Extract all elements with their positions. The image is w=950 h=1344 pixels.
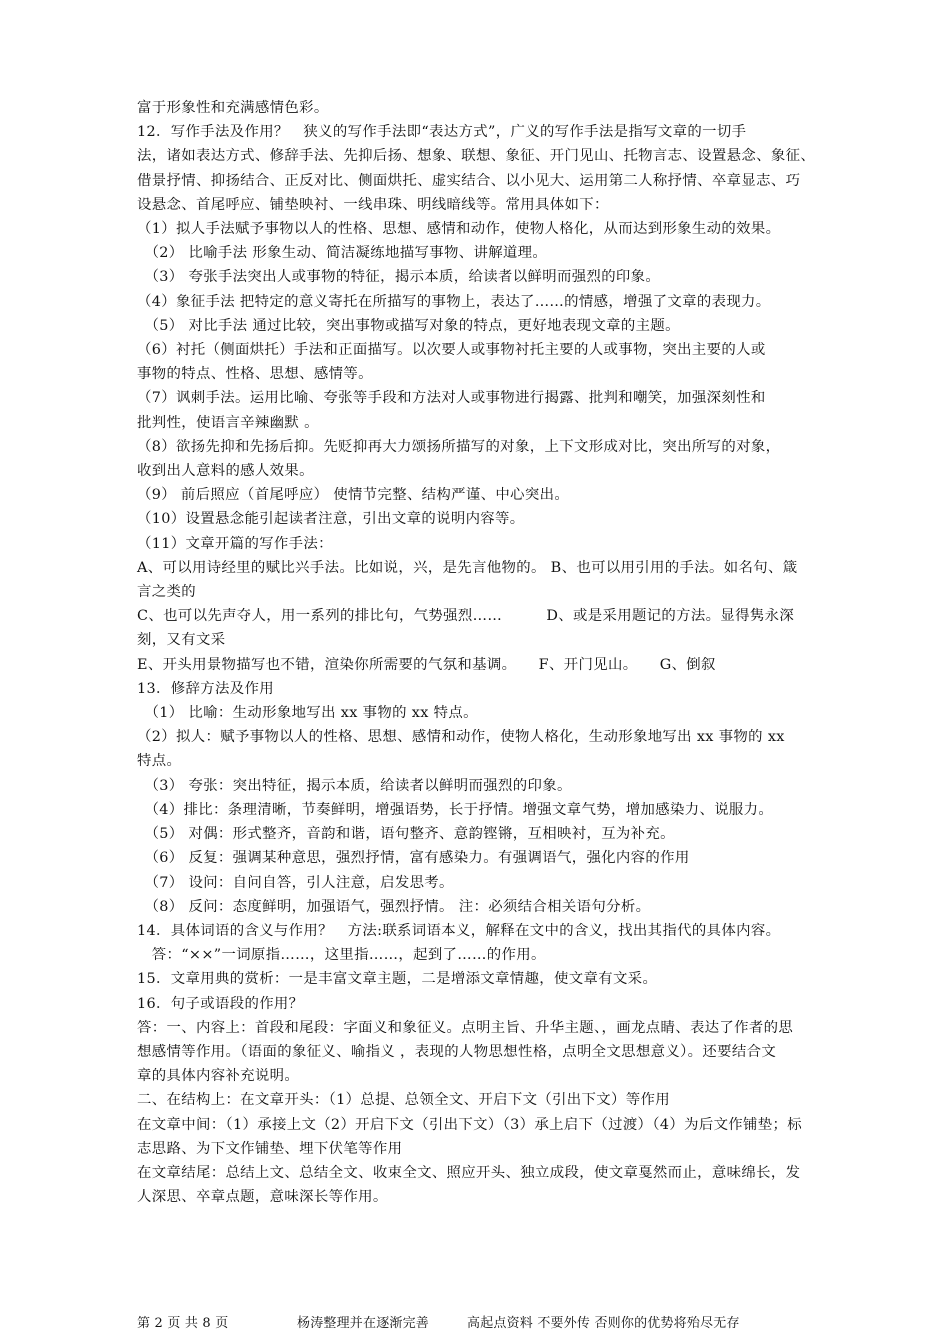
text-line: （6） 反复：强调某种意思，强烈抒情，富有感染力。有强调语气，强化内容的作用 — [137, 850, 690, 867]
text-line: 志思路、为下文作铺垫、埋下伏笔等作用 — [137, 1140, 403, 1157]
text-line: （4）排比：条理清晰，节奏鲜明，增强语势，长于抒情。增强文章气势，增加感染力、说服力。 — [137, 801, 774, 818]
text-line: 言之类的 — [137, 584, 196, 601]
text-line: 答：“××”一词原指……，这里指……，起到了……的作用。 — [137, 947, 546, 964]
text-line: （2） 比喻手法 形象生动、简洁凝练地描写事物、讲解道理。 — [137, 245, 548, 262]
text-line: 答：一、内容上：首段和尾段：字面义和象征义。点明主旨、升华主题、，画龙点睛、表达了作者的思 — [137, 1019, 794, 1036]
text-line: 特点。 — [137, 753, 182, 770]
text-line: 事物的特点、性格、思想、感情等。 — [137, 366, 373, 383]
text-line: 14．具体词语的含义与作用？ 方法:联系词语本义，解释在文中的含义，找出其指代的具体内容。 — [137, 922, 781, 939]
text-line: 收到出人意料的感人效果。 — [137, 463, 314, 480]
text-line: （1）拟人手法赋予事物以人的性格、思想、感情和动作，使物人格化，从而达到形象生动的效果。 — [137, 221, 781, 238]
text-line: 13．修辞方法及作用 — [137, 680, 274, 697]
text-line: 设悬念、首尾呼应、铺垫映衬、一线串珠、明线暗线等。常用具体如下： — [137, 196, 609, 213]
text-line: （6）衬托（侧面烘托）手法和正面描写。以次要人或事物衬托主要的人或事物，突出主要的人或 — [137, 342, 766, 359]
text-line: 借景抒情、抑扬结合、正反对比、侧面烘托、虚实结合、以小见大、运用第二人称抒情、卒章显志、巧 — [137, 172, 801, 189]
text-line: 富于形象性和充满感情色彩。 — [137, 100, 329, 116]
text-line: A、可以用诗经里的赋比兴手法。比如说，兴，是先言他物的。 B、也可以用引用的手法。如名句、箴 — [137, 559, 798, 576]
text-line: 二、在结构上：在文章开头：（1）总提、总领全文、开启下文（引出下文）等作用 — [137, 1092, 670, 1109]
text-line: （8）欲扬先抑和先扬后抑。先贬抑再大力颂扬所描写的对象，上下文形成对比，突出所写的对象， — [137, 438, 781, 455]
text-line: 批判性，使语言辛辣幽默 。 — [137, 414, 319, 431]
text-line: 刻，又有文采 — [137, 632, 226, 649]
text-line: （3） 夸张：突出特征，揭示本质，给读者以鲜明而强烈的印象。 — [137, 777, 572, 794]
text-line: （5） 对比手法 通过比较，突出事物或描写对象的特点，更好地表现文章的主题。 — [137, 317, 680, 334]
text-line: （2）拟人：赋予事物以人的性格、思想、感情和动作，使物人格化，生动形象地写出 xx 事物的 xx — [137, 729, 785, 746]
text-line: 想感情等作用。（语面的象征义、喻指义 ，表现的人物思想性格，点明全文思想意义）。还要结合文 — [137, 1043, 777, 1060]
text-line: （1） 比喻：生动形象地写出 xx 事物的 xx 特点。 — [137, 705, 478, 722]
text-line: 人深思、卒章点题，意味深长等作用。 — [137, 1189, 388, 1206]
footer-note: 高起点资料 不要外传 否则你的优势将殆尽无存 — [467, 1316, 740, 1331]
text-line: （7）讽刺手法。运用比喻、夸张等手段和方法对人或事物进行揭露、批判和嘲笑，加强深刻性和 — [137, 390, 766, 407]
footer-compiler: 杨涛整理并在逐渐完善 — [297, 1316, 430, 1331]
text-line: 法，诸如表达方式、修辞手法、先抑后扬、想象、联想、象征、开门见山、托物言志、设置悬念、象征、 — [137, 148, 816, 165]
text-line: （8） 反问：态度鲜明，加强语气，强烈抒情。 注：必须结合相关语句分析。 — [137, 898, 651, 915]
text-line: E、开头用景物描写也不错，渲染你所需要的气氛和基调。 F、开门见山。 G、倒叙 — [137, 656, 716, 673]
text-line: 章的具体内容补充说明。 — [137, 1068, 300, 1085]
text-line: （9） 前后照应（首尾呼应） 使情节完整、结构严谨、中心突出。 — [137, 487, 570, 504]
text-line: 15．文章用典的赏析：一是丰富文章主题，二是增添文章情趣，使文章有文采。 — [137, 971, 658, 988]
text-line: （5） 对偶：形式整齐，音韵和谐，语句整齐、意韵铿锵，互相映衬，互为补充。 — [137, 826, 675, 843]
document-body — [137, 96, 847, 1209]
text-line: （11）文章开篇的写作手法： — [137, 535, 333, 552]
page-footer — [137, 1312, 857, 1331]
text-line: （4）象征手法 把特定的意义寄托在所描写的事物上，表达了……的情感，增强了文章的表现力。 — [137, 293, 771, 310]
text-line: （7） 设问：自问自答，引人注意，启发思考。 — [137, 874, 454, 891]
text-line: （10）设置悬念能引起读者注意，引出文章的说明内容等。 — [137, 511, 525, 528]
text-line: （3） 夸张手法突出人或事物的特征，揭示本质，给读者以鲜明而强烈的印象。 — [137, 269, 661, 286]
text-line: 16．句子或语段的作用？ — [137, 995, 304, 1012]
page-number: 第 2 页 共 8 页 — [137, 1316, 229, 1331]
text-line: C、也可以先声夺人，用一系列的排比句，气势强烈…… D、或是采用题记的方法。显得隽永深 — [137, 608, 795, 625]
text-line: 在文章结尾：总结上文、总结全文、收束全文、照应开头、独立成段，使文章戛然而止，意味绵长，发 — [137, 1164, 801, 1181]
text-line: 12．写作手法及作用？ 狭义的写作手法即“表达方式”，广义的写作手法是指写文章的一切手 — [137, 124, 747, 141]
text-line: 在文章中间：（1）承接上文（2）开启下文（引出下文）（3）承上启下（过渡）（4）为后文作铺垫；标 — [137, 1116, 803, 1133]
